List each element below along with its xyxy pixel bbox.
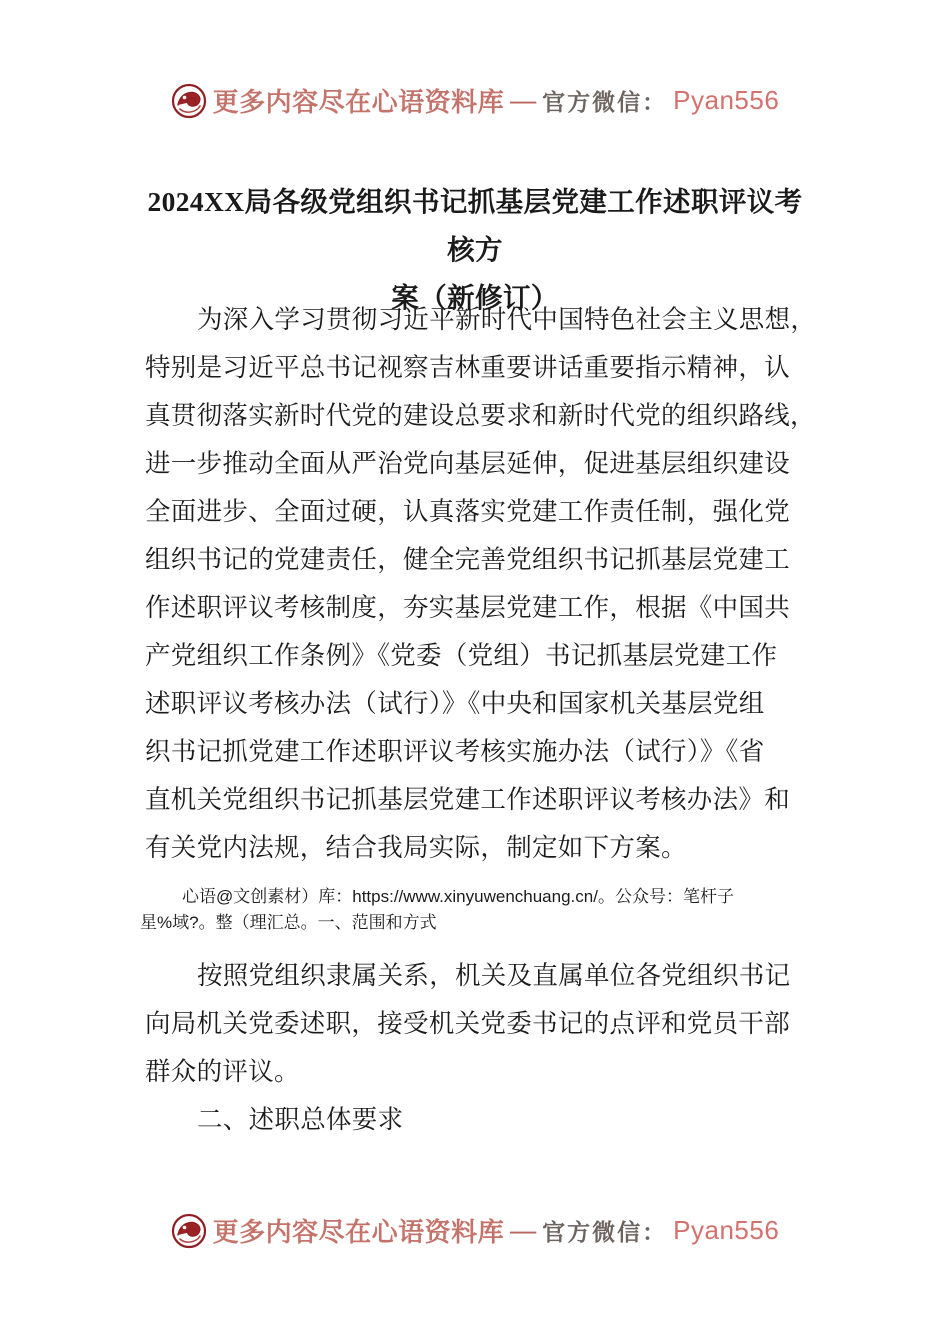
watermark-main-text: 更多内容尽在心语资料库 [212,1218,505,1247]
body-line: 为深入学习贯彻习近平新时代中国特色社会主义思想， [197,305,817,334]
body-line: 群众的评议。 [145,1057,300,1086]
body-line: 织书记抓党建工作述职评议考核实施办法（试行）》《省 [145,737,765,766]
body-line: 产党组织工作条例》《党委（党组）书记抓基层党建工作 [145,641,778,670]
watermark-dash: — [510,1215,537,1245]
inserted-note-line: 星%域?。整（理汇总。一、范围和方式 [140,913,437,932]
section-heading-text: 二、述职总体要求 [197,1105,404,1134]
watermark-wechat-id: Pyan556 [673,85,780,115]
footer-watermark [0,1212,950,1249]
body-line: 向局机关党委述职，接受机关党委书记的点评和党员干部 [145,1009,791,1038]
document-title-line: 2024XX局各级党组织书记抓基层党建工作述职评议考核方 [147,186,803,265]
body-line: 组织书记的党建责任，健全完善党组织书记抓基层党建工 [145,545,791,574]
watermark-dash: — [510,85,537,115]
swirl-emblem-icon [171,1213,207,1249]
paragraph-intro [145,296,817,872]
header-watermark [0,82,950,119]
body-line: 按照党组织隶属关系，机关及直属单位各党组织书记 [197,961,791,990]
body-line: 特别是习近平总书记视察吉林重要讲话重要指示精神，认 [145,353,791,382]
body-line: 进一步推动全面从严治党向基层延伸，促进基层组织建设 [145,449,791,478]
body-line: 全面进步、全面过硬，认真落实党建工作责任制，强化党 [145,497,791,526]
body-line: 述职评议考核办法（试行）》《中央和国家机关基层党组 [145,689,765,718]
watermark-wechat-label: 官方微信： [542,90,668,115]
body-line: 有关党内法规，结合我局实际，制定如下方案。 [145,833,687,862]
body-line: 直机关党组织书记抓基层党建工作述职评议考核办法》和 [145,785,791,814]
inserted-source-note [140,884,812,936]
watermark-main-text: 更多内容尽在心语资料库 [212,88,505,117]
body-line: 作述职评议考核制度，夯实基层党建工作，根据《中国共 [145,593,791,622]
document-title-line: 案（新修订） [391,282,559,313]
inserted-note-line: 心语@文创素材）库：https://www.xinyuwenchuang.cn/。公众号：笔杆子 [182,887,734,906]
body-line: 真贯彻落实新时代党的建设总要求和新时代党的组织路线， [145,401,816,430]
section-heading-two [145,1096,803,1144]
swirl-emblem-icon [171,83,207,119]
paragraph-scope-and-method [145,952,803,1096]
watermark-wechat-id: Pyan556 [673,1215,780,1245]
watermark-wechat-label: 官方微信： [542,1220,668,1245]
